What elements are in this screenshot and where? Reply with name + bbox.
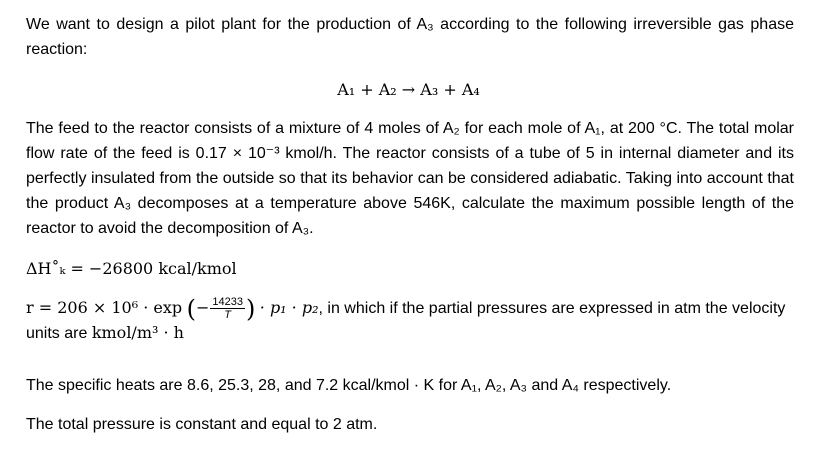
open-paren: ( xyxy=(186,294,196,323)
feed-description-paragraph: The feed to the reactor consists of a mixture of 4 moles of A₂ for each mole of A₁, at 200 °C. The total molar flow rate of the feed is 0.17 × 10⁻³ kmol/h. The reactor consists of a tube of 5 in internal diameter and its perfectly insulated from the outside so that its behavior can be considered adiabatic. Taking into account that the product A₃ decomposes at a temperature above 546K, calculate the maximum possible length of the reactor to avoid the decomposition of A₃. xyxy=(26,120,794,237)
specific-heats-paragraph: The specific heats are 8.6, 25.3, 28, and 7.2 kcal/kmol · K for A₁, A₂, A₃ and A₄ respectively. xyxy=(26,377,672,394)
intro-paragraph: We want to design a pilot plant for the production of A₃ according to the following irreversible gas phase reaction: xyxy=(26,16,794,58)
enthalpy-symbol: ΔH˚ₖ xyxy=(26,259,66,278)
activation-fraction xyxy=(210,296,245,321)
rate-units: kmol/m³ · h xyxy=(91,323,184,343)
reaction-equation: A₁ + A₂ → A₃ + A₄ xyxy=(337,80,480,99)
rate-expression xyxy=(26,296,794,346)
pressure-paragraph: The total pressure is constant and equal to 2 atm. xyxy=(26,416,378,433)
fraction-denominator: T xyxy=(224,309,231,322)
enthalpy-value: = −26800 kcal/kmol xyxy=(70,259,237,278)
rate-lhs: r = 206 × 10⁶ · exp xyxy=(26,298,183,317)
rate-pressures: · p₁ · p₂ xyxy=(259,298,319,317)
close-paren: ) xyxy=(245,294,256,323)
fraction-numerator: 14233 xyxy=(212,296,243,309)
reaction-enthalpy xyxy=(26,259,237,278)
rate-explanation: , in which if the partial pressures are expressed in atm the velocity units are xyxy=(26,300,786,343)
minus-sign: − xyxy=(195,298,210,317)
